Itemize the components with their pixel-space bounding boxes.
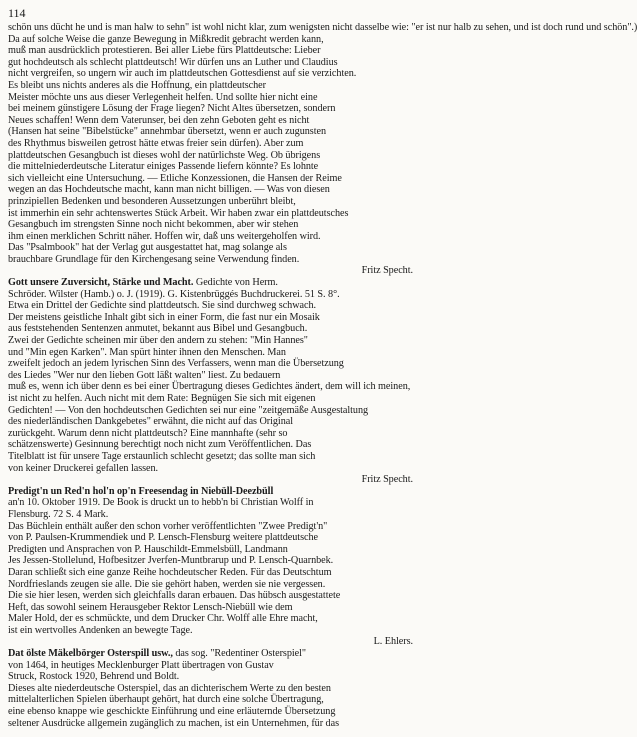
signature: Fritz Specht. <box>361 265 413 277</box>
text-line: Meister möchte uns aus dieser Verlegenheit helfen. Und sollte hier nicht eine <box>8 91 318 103</box>
text-line: Der meistens geistliche Inhalt gibt sich in einer Form, die fast nur ein Mosaik <box>8 311 320 323</box>
review-title: Gott unsere Zuversicht, Stärke und Macht. <box>8 277 194 289</box>
text-line: Neues schaffen! Wenn dem Vaterunser, bei den zehn Geboten geht es nicht <box>8 114 310 126</box>
text-line: von keiner Druckerei gefallen lassen. <box>8 462 159 474</box>
text-line: Struck, Rostock 1920, Behrend und Boldt. <box>8 671 180 683</box>
text-line: von 1464, in heutiges Mecklenburger Platt übertragen von Gustav <box>8 659 274 671</box>
text-line: (Hansen hat seine "Bibelstücke" annehmbar übersetzt, wenn er auch zugunsten <box>8 126 327 138</box>
text-line: Daran schließt sich eine ganze Reihe hochdeutscher Reden. Für das Deutschtum <box>8 566 332 578</box>
text-line: prinzipiellen Bedenken und besonderen Aussetzungen unberührt bleibt, <box>8 195 296 207</box>
text-line: Etwa ein Drittel der Gedichte sind plattdeutsch. Sie sind durchweg schwach. <box>8 300 317 312</box>
text-line: ist immerhin ein sehr achtenswertes Stück Arbeit. Wir haben zwar ein plattdeutsches <box>8 207 349 219</box>
text-line: aus feststehenden Sentenzen anmutet, bekannt aus Bibel und Gesangbuch. <box>8 323 308 335</box>
text-line: schön uns dücht he und is man halw to sehn" ist wohl nicht klar, zum wenigsten nicht dasselbe wie: "er ist nur halb zu sehen, und ist doch rund und schön".) <box>8 22 637 33</box>
text-line: Jes Jessen-Stollelund, Hofbesitzer Jverfen-Muntbrarup und P. Lensch-Quarnbek. <box>8 555 334 567</box>
text-line: muß es, wenn ich über denn es bei einer Übertragung dieses Gedichtes ändert, dem will ich meinen, <box>8 381 411 393</box>
text-line: Flensburg. 72 S. 4 Mark. <box>8 508 109 520</box>
text-line: Zwei der Gedichte scheinen mir über den andern zu stehen: "Min Hannes" <box>8 335 308 347</box>
text-line: von P. Paulsen-Krummendiek und P. Lensch-Flensburg weitere plattdeutsche <box>8 532 318 544</box>
text-line: ist ein wertvolles Andenken an bewegte Tage. <box>8 624 193 636</box>
text-line: Das "Psalmbook" hat der Verlag gut ausgestattet hat, mag solange als <box>8 242 287 254</box>
text-line: brauchbare Grundlage für den Kirchengesang seine Verwendung finden. <box>8 253 300 265</box>
text-line: nicht vergreifen, so ungern wir auch im plattdeutschen Gottesdienst auf sie verzichten. <box>8 68 357 80</box>
text-line: des Liedes "Wer nur den lieben Gott läßt walten" liest. Zu bedauern <box>8 369 281 381</box>
text-line: und "Min egen Karken". Man spürt hinter ihnen den Menschen. Man <box>8 346 286 358</box>
text-line: Das Büchlein enthält außer den schon vorher veröffentlichten "Zwee Predigt'n" <box>8 520 328 532</box>
text-line: muß man ausdrücklich protestieren. Bei aller Liebe fürs Plattdeutsche: Lieber <box>8 45 321 57</box>
text-line: zweifelt jedoch an jedem lyrischen Sinn des Verfassers, wenn man die Übersetzung <box>8 358 344 370</box>
signature: L. Ehlers. <box>373 636 413 648</box>
text-line: plattdeutschen Gesangbuch ist dieses wohl der natürlichste Weg. Ob übrigens <box>8 149 321 161</box>
text-line: sich vielleicht eine Untersuchung. — Etliche Konzessionen, die Hansen der Reime <box>8 172 342 184</box>
text-line: des niederländischen Dankgebetes" erwähnt, die nicht auf das Original <box>8 416 294 428</box>
text-line: mittelalterlichen Spielen überhaupt gehört, hat durch eine solche Übertragung, <box>8 694 324 706</box>
text-line: Titelblatt ist für unsere Tage erstaunlich schlecht gesetzt; das sollte man sich <box>8 450 316 462</box>
text-line: schätzenswerte) Gesinnung berechtigt noch nicht zum Veröffentlichen. Das <box>8 439 312 451</box>
text-line: die mittelniederdeutsche Literatur einiges Passende liefern könnte? Es lohnte <box>8 161 319 173</box>
text-line: Nordfrieslands zeugen sie alle. Die sie gehört haben, werden sie nie vergessen. <box>8 578 326 590</box>
text-line: an'n 10. Oktober 1919. De Book is druckt un to hebb'n bi Christian Wolff in <box>8 497 314 509</box>
text-line: Predigten und Ansprachen von P. Hauschildt-Emmelsbüll, Landmann <box>8 543 288 555</box>
review-section-1 <box>8 22 637 729</box>
text-line: wegen an das Hochdeutsche macht, kann man nicht billigen. — Was von diesen <box>8 184 330 196</box>
signature: Fritz Specht. <box>361 474 413 486</box>
text-line: seltener Ausdrücke allgemein zugänglich zu machen, ist ein Unternehmen, für das <box>8 717 339 729</box>
text-line: ihm einen merklichen Schritt näher. Hoffen wir, daß uns weitergeholfen wird. <box>8 230 321 242</box>
text-line: Gedichte von Herm. <box>195 277 278 289</box>
text-line: eine ebenso knappe wie geschickte Einführung und eine erläuternde Übersetzung <box>8 706 336 718</box>
text-line: Dieses alte niederdeutsche Osterspiel, das an dichterischem Werte zu den besten <box>8 682 331 694</box>
text-line: Da auf solche Weise die ganze Bewegung in Mißkredit gebracht werden kann, <box>8 33 324 45</box>
text-line: ist nicht zu helfen. Auch nicht mit dem Rate: Begnügen Sie sich mit eigenen <box>8 393 316 404</box>
text-line: Maler Hold, der es schmückte, und dem Drucker Chr. Wolff alle Ehre macht, <box>8 613 318 625</box>
text-line: Schröder. Wilster (Hamb.) o. J. (1919). G. Kistenbrüggés Buchdruckerei. 51 S. 8°. <box>8 288 340 300</box>
text-line: bei meinem günstigere Lösung der Frage liegen? Nicht Altes übersetzen, sondern <box>8 103 336 115</box>
text-line: zurückgeht. Warum denn nicht plattdeutsch? Eine mannhafte (sehr so <box>8 427 288 439</box>
review-title: Dat ölste Mäkelbörger Osterspill usw., <box>8 648 173 660</box>
text-line: Es bleibt uns nichts anderes als die Hoffnung, ein plattdeutscher <box>8 79 266 91</box>
page-number: 114 <box>8 6 26 20</box>
text-line: Gesangbuch im strengsten Sinne noch nicht bekommen, aber wir stehen <box>8 219 299 231</box>
review-title: Predigt'n un Red'n hol'n op'n Freesendag in Niebüll-Deezbüll <box>8 485 274 497</box>
text-line: gut hochdeutsch als schlecht plattdeutsch! Wir dürfen uns an Luther und Claudius <box>8 56 338 68</box>
text-line: Die sie hier lesen, werden sich gleichfalls daran erbauen. Das hübsch ausgestattete <box>8 590 341 602</box>
text-line: das sog. "Redentiner Osterspiel" <box>175 648 307 660</box>
text-line: Gedichten! — Von den hochdeutschen Gedichten sei nur eine "zeitgemäße Ausgestaltung <box>8 404 369 416</box>
text-line: des Rhythmus bisweilen getrost hätte etwas freier sein dürfen). Aber zum <box>8 137 304 149</box>
text-line: Heft, das sowohl seinem Herausgeber Rektor Lensch-Niebüll wie dem <box>8 601 293 613</box>
